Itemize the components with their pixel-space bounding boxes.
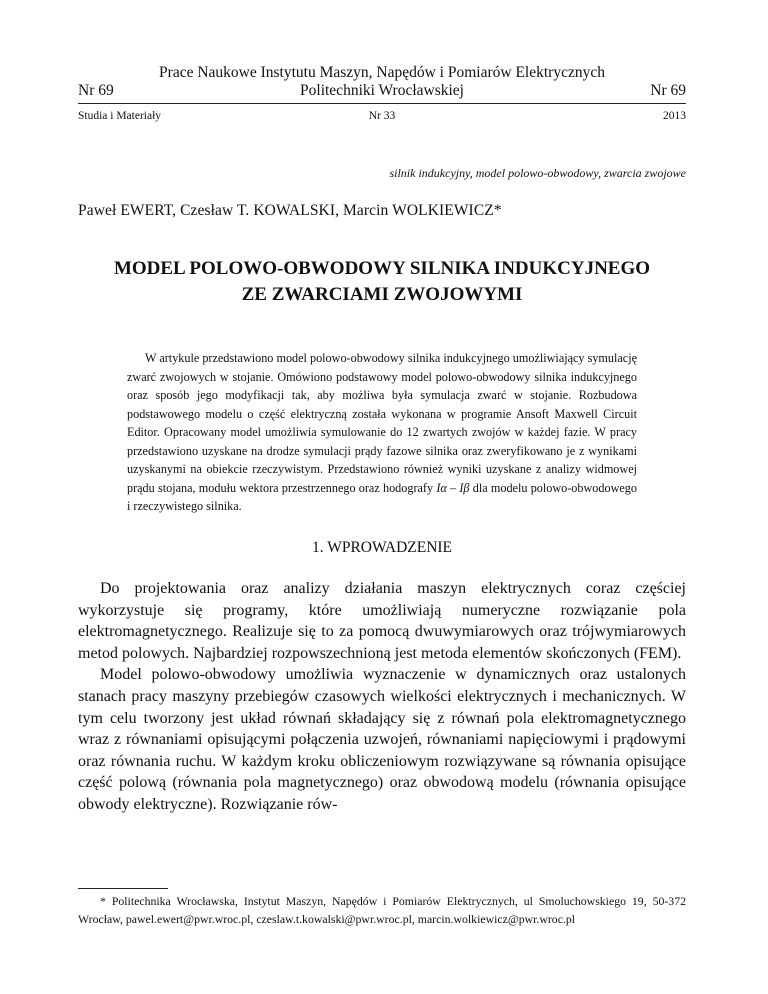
footnote: * Politechnika Wrocławska, Instytut Maszyn, Napędów i Pomiarów Elektrycznych, ul Smoluchowskiego 19, 50-372 Wrocław, pawel.ewert@pwr.wroc.pl, czeslaw.t.kowalski@pwr.wroc.pl, marcin.wolkiewicz@pwr.wroc.pl xyxy=(78,894,686,926)
abstract-text-end: dla modelu polowo-obwodowego i rzeczywistego silnika. xyxy=(127,480,637,513)
footnote-divider xyxy=(78,888,168,889)
body-paragraph-2: Model polowo-obwodowy umożliwia wyznaczenie w dynamicznych oraz ustalonych stanach pracy maszyny przebiegów czasowych wielkości elektrycznych i mechanicznych. W tym celu tworzony jest układ równań składający się z równań pola elektromagnetycznego wraz z równaniami opisującymi połączenia uzwojeń, równaniami napięciowymi i prądowymi oraz równania ruchu. W każdym kroku obliczeniowym rozwiązywane są równania opisujące część polową (równania pola magnetycznego) oraz obwodową modelu (równania opisujące obwody elektryczne). Rozwiązanie rów- xyxy=(78,666,686,813)
volume-number-left: Nr 69 xyxy=(78,82,114,99)
publication-year: 2013 xyxy=(663,110,686,122)
abstract xyxy=(127,349,637,516)
abstract-text: W artykule przedstawiono model polowo-obwodowy silnika indukcyjnego umożliwiający symulację zwarć zwojowych w stojanie. Omówiono podstawowy model polowo-obwodowy silnika indukcyjnego oraz sposób jego modyfikacji tak, aby możliwa była symulacja zwarć w stojanie. Rozbudowa podstawowego modelu o część elektryczną została wykonana w programie Ansoft Maxwell Circuit Editor. Opracowany model umożliwia symulowanie do 12 zwartych zwojów w każdej fazie. W pracy przedstawiono uzyskane na drodze symulacji prądy fazowe silnika oraz zweryfikowano je z wynikami uzyskanymi na obiekcie rzeczywistym. Przedstawiono również wyniki uzyskane z analizy widmowej prądu stojana, modułu wektora przestrzennego oraz hodografy xyxy=(127,351,637,495)
header-divider xyxy=(78,103,686,104)
journal-name-line1: Prace Naukowe Instytutu Maszyn, Napędów i Pomiarów Elektrycznych xyxy=(159,64,605,81)
paper-title-line1: MODEL POLOWO-OBWODOWY SILNIKA INDUKCYJNEGO xyxy=(113,258,651,279)
volume-number-right: Nr 69 xyxy=(650,82,686,99)
paper-title xyxy=(78,256,686,308)
journal-header-line2 xyxy=(78,82,686,104)
issue-number: Nr 33 xyxy=(368,110,396,122)
i-beta-symbol: Iβ xyxy=(459,480,470,495)
keywords: silnik indukcyjny, model polowo-obwodowy, zwarcia zwojowe xyxy=(389,166,686,180)
abstract-dash: – xyxy=(446,480,460,495)
section-heading: 1. WPROWADZENIE xyxy=(311,539,453,556)
body-paragraph-1: Do projektowania oraz analizy działania maszyn elektrycznych coraz częściej wykorzystuje się programy, które umożliwiają numeryczne rozwiązanie pola elektromagnetycznego. Realizuje się to za pomocą dwuwymiarowych oraz trójwymiarowych metod polowych. Najbardziej rozpowszechnioną jest metoda elementów skończonych (FEM). xyxy=(78,580,686,662)
i-alpha-symbol: Iα xyxy=(436,480,447,495)
body-text xyxy=(78,578,686,816)
paper-title-line2: ZE ZWARCIAMI ZWOJOWYMI xyxy=(241,284,523,305)
journal-header-line3 xyxy=(78,110,686,126)
authors: Paweł EWERT, Czesław T. KOWALSKI, Marcin WOLKIEWICZ* xyxy=(78,202,502,219)
series-name: Studia i Materiały xyxy=(78,110,162,122)
journal-name-line2: Politechniki Wrocławskiej xyxy=(300,82,464,99)
